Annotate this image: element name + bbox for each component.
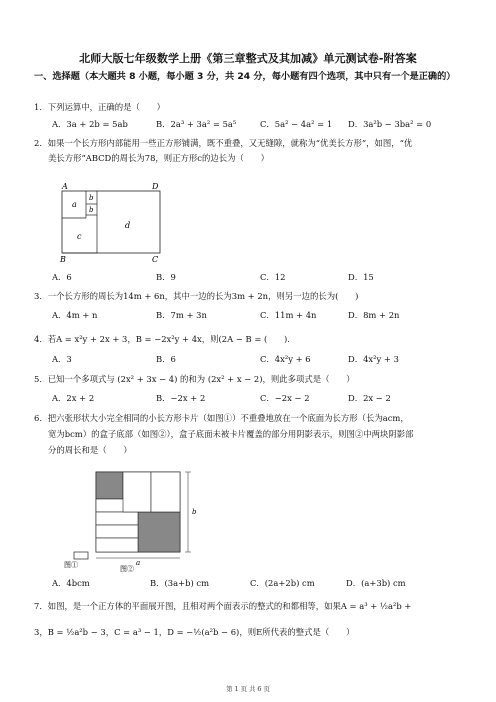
fig-square-d: d [125,221,131,230]
question-6-line-1: 6．把六张形状大小完全相同的小长方形卡片（如图①）不重叠地放在一个底面为长方形（长为acm， [34,413,409,423]
q1-option-c: C．5a² − 4a² = 1 [260,119,333,129]
q6-option-d: D．(a+3b) cm [346,578,406,588]
q4-option-d: D．4x²y + 3 [348,354,399,364]
question-3-stem: 3．一个长方形的周长为14m + 6n，其中一边的长为3m + 2n，则另一边的长为( ) [34,291,359,301]
q6-option-b: B．(3a+b) cm [150,578,210,588]
q1-option-d: D．3a²b − 3ba² = 0 [348,119,432,129]
q6-figure [60,466,210,572]
fig-square-a: a [72,200,77,209]
q2-option-a: A．6 [52,272,72,282]
fig-square-b-top: b [89,194,94,202]
question-5-stem: 5．已知一个多项式与 (2x² + 3x − 4) 的和为 (2x² + x − 2)，则此多项式是（ ） [34,374,355,384]
q5-option-c: C．−2x − 2 [260,393,310,403]
fig-dimension-a: a [136,559,141,567]
q2-option-d: D．15 [348,272,374,282]
question-2-line-1: 2．如果一个长方形内部能用一些正方形铺满，既不重叠，又无缝隙，就称为“优美长方形”，如图，“优 [34,138,413,148]
question-6-line-3: 分的周长和是（ ） [48,445,132,455]
q4-option-a: A．3 [52,354,72,364]
fig-label-B: B [60,255,66,264]
question-7-line-1: 7．如图，是一个正方体的平面展开图，且相对两个面表示的整式的和都相等，如果A = a³ + ½a²b + [34,601,412,611]
q2-figure-rectangle [56,180,168,264]
q2-option-c: C．12 [260,272,286,282]
q5-option-d: D．2x − 2 [348,393,391,403]
fig-1-label: 图① [64,561,78,569]
q4-option-b: B．6 [156,354,176,364]
fig-label-C: C [152,255,159,264]
q4-option-c: C．4x²y + 6 [260,354,311,364]
page-footer: 第 1 页 共 6 页 [226,685,270,693]
fig-square-b-bottom: b [89,206,94,214]
fig-square-c: c [77,232,82,241]
page-title: 北师大版七年级数学上册《第三章整式及其加减》单元测试卷-附答案 [79,52,417,65]
q5-option-b: B．−2x + 2 [156,393,206,403]
q3-option-d: D．8m + 2n [348,310,400,320]
section-heading: 一、选择题（本大题共 8 小题，每小题 3 分，共 24 分，每小题有四个选项，其中只有一个是正确的） [34,71,456,82]
q2-option-b: B．9 [156,272,176,282]
q3-option-b: B．7m + 3n [156,310,207,320]
q3-option-a: A．4m + n [52,310,98,320]
fig-dimension-b: b [192,508,197,516]
q1-option-b: B．2a³ + 3a² = 5a⁵ [156,119,237,129]
question-1-stem: 1．下列运算中，正确的是（ ） [34,102,165,112]
q3-option-c: C．11m + 4n [260,310,317,320]
fig-label-D: D [152,182,159,191]
question-6-line-2: 宽为bcm）的盒子底部（如图②），盒子底面未被卡片覆盖的部分用阴影表示，则图②中两块阴影部 [48,429,414,439]
question-7-line-2: 3，B = ½a²b − 3，C = a³ − 1，D = −½(a²b − 6)，则E所代表的整式是（ ） [34,627,355,637]
q5-option-a: A．2x + 2 [52,393,95,403]
fig-label-A: A [62,182,68,191]
question-2-line-2: 美长方形”ABCD的周长为78，则正方形c的边长为（ ） [48,153,269,163]
question-4-stem: 4．若A = x²y + 2x + 3，B = −2x²y + 4x，则(2A − B = ( ). [34,334,290,344]
q6-option-a: A．4bcm [52,578,90,588]
q1-option-a: A．3a + 2b = 5ab [52,119,128,129]
q6-option-c: C．(2a+2b) cm [250,578,315,588]
fig-2-label: 图② [120,565,134,572]
